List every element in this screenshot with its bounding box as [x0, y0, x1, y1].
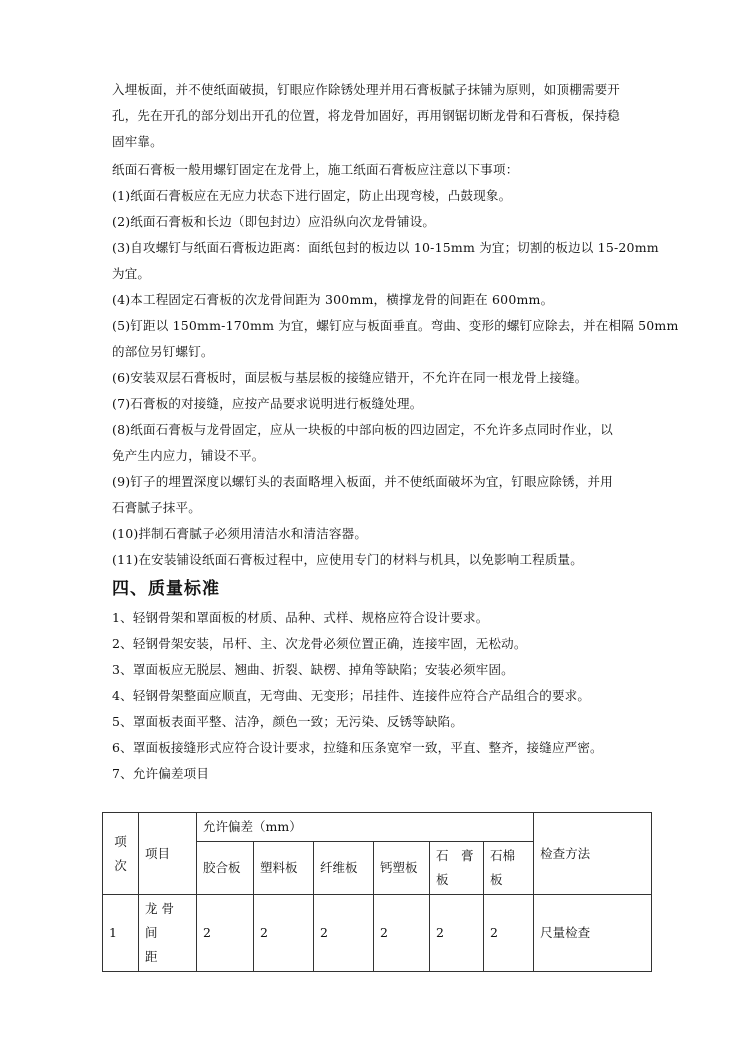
paragraph-line: 孔，先在开孔的部分划出开孔的位置，将龙骨加固好，再用钢锯切断龙骨和石膏板，保持稳: [112, 108, 621, 123]
paragraph-line: (4)本工程固定石膏板的次龙骨间距为 300mm，横撑龙骨的间距在 600mm。: [112, 292, 554, 307]
paragraph-line: (11)在安装铺设纸面石膏板过程中，应使用专门的材料与机具，以免影响工程质量。: [112, 552, 583, 567]
paragraph-line: 免产生内应力，铺设不平。: [112, 448, 265, 463]
paragraph-line: 的部位另钉螺钉。: [112, 344, 214, 359]
standard-item: 4、轻钢骨架整面应顺直，无弯曲、无变形；吊挂件、连接件应符合产品组合的要求。: [112, 688, 591, 703]
row-value: 2: [254, 895, 314, 972]
paragraph-line: (6)安装双层石膏板时，面层板与基层板的接缝应错开，不允许在同一根龙骨上接缝。: [112, 370, 588, 385]
paragraph-line: (5)钉距以 150mm-170mm 为宜，螺钉应与板面垂直。弯曲、变形的螺钉应除去，并在相隔 50mm: [112, 318, 679, 333]
sub-column-header: 石棉板: [484, 842, 534, 895]
sub-column-header: 塑料板: [254, 842, 314, 895]
paragraph-line: (1)纸面石膏板应在无应力状态下进行固定，防止出现弯棱，凸鼓现象。: [112, 188, 512, 203]
paragraph-line: (10)拌制石膏腻子必须用清洁水和清洁容器。: [112, 526, 368, 541]
paragraph-line: (9)钉子的埋置深度以螺钉头的表面略埋入板面，并不使纸面破坏为宜，钉眼应除锈，并用: [112, 474, 613, 489]
row-value: 2: [374, 895, 430, 972]
paragraph-line: (7)石膏板的对接缝，应按产品要求说明进行板缝处理。: [112, 396, 423, 411]
sub-column-header: 胶合板: [197, 842, 254, 895]
paragraph-line: 入埋板面，并不使纸面破损，钉眼应作除锈处理并用石膏板腻子抹铺为原则，如顶棚需要开: [112, 82, 621, 97]
table-header-row: [103, 813, 652, 842]
table-row: [103, 895, 652, 972]
col-index-header: 项 次: [103, 813, 139, 895]
standard-item: 2、轻钢骨架安装，吊杆、主、次龙骨必须位置正确，连接牢固，无松动。: [112, 636, 527, 651]
paragraph-line: 固牢靠。: [112, 134, 163, 149]
sub-column-header: 钙塑板: [374, 842, 430, 895]
row-value: 2: [197, 895, 254, 972]
paragraph-line: 为宜。: [112, 266, 151, 281]
paragraph-line: (2)纸面石膏板和长边（即包封边）应沿纵向次龙骨铺设。: [112, 214, 436, 229]
row-value: 2: [314, 895, 374, 972]
row-index: 1: [103, 895, 139, 972]
standard-item: 5、罩面板表面平整、洁净，颜色一致；无污染、反锈等缺陷。: [112, 714, 464, 729]
section-heading: 四、质量标准: [112, 579, 220, 599]
row-value: 2: [430, 895, 484, 972]
col-method-header: 检查方法: [534, 813, 652, 895]
sub-column-header: 纤维板: [314, 842, 374, 895]
paragraph-line: 纸面石膏板一般用螺钉固定在龙骨上，施工纸面石膏板应注意以下事项：: [112, 162, 519, 177]
standard-item: 3、罩面板应无脱层、翘曲、折裂、缺楞、掉角等缺陷；安装必须牢固。: [112, 662, 514, 677]
paragraph-line: 石膏腻子抹平。: [112, 500, 201, 515]
paragraph-line: (3)自攻螺钉与纸面石膏板边距离：面纸包封的板边以 10-15mm 为宜；切割的板边以 15-20mm: [112, 240, 659, 255]
sub-column-header: 石 膏 板: [430, 842, 484, 895]
row-method: 尺量检查: [534, 895, 652, 972]
row-item: 龙 骨 间 距: [139, 895, 197, 972]
col-group-header: 允许偏差（mm）: [197, 813, 534, 842]
row-value: 2: [484, 895, 534, 972]
paragraph-line: (8)纸面石膏板与龙骨固定，应从一块板的中部向板的四边固定，不允许多点同时作业，以: [112, 422, 613, 437]
col-item-header: 项目: [139, 813, 197, 895]
tolerance-table: [102, 812, 652, 972]
standard-item: 1、轻钢骨架和罩面板的材质、品种、式样、规格应符合设计要求。: [112, 610, 489, 625]
standard-item: 6、罩面板接缝形式应符合设计要求，拉缝和压条宽窄一致，平直、整齐，接缝应严密。: [112, 740, 603, 755]
standard-item: 7、允许偏差项目: [112, 766, 210, 781]
